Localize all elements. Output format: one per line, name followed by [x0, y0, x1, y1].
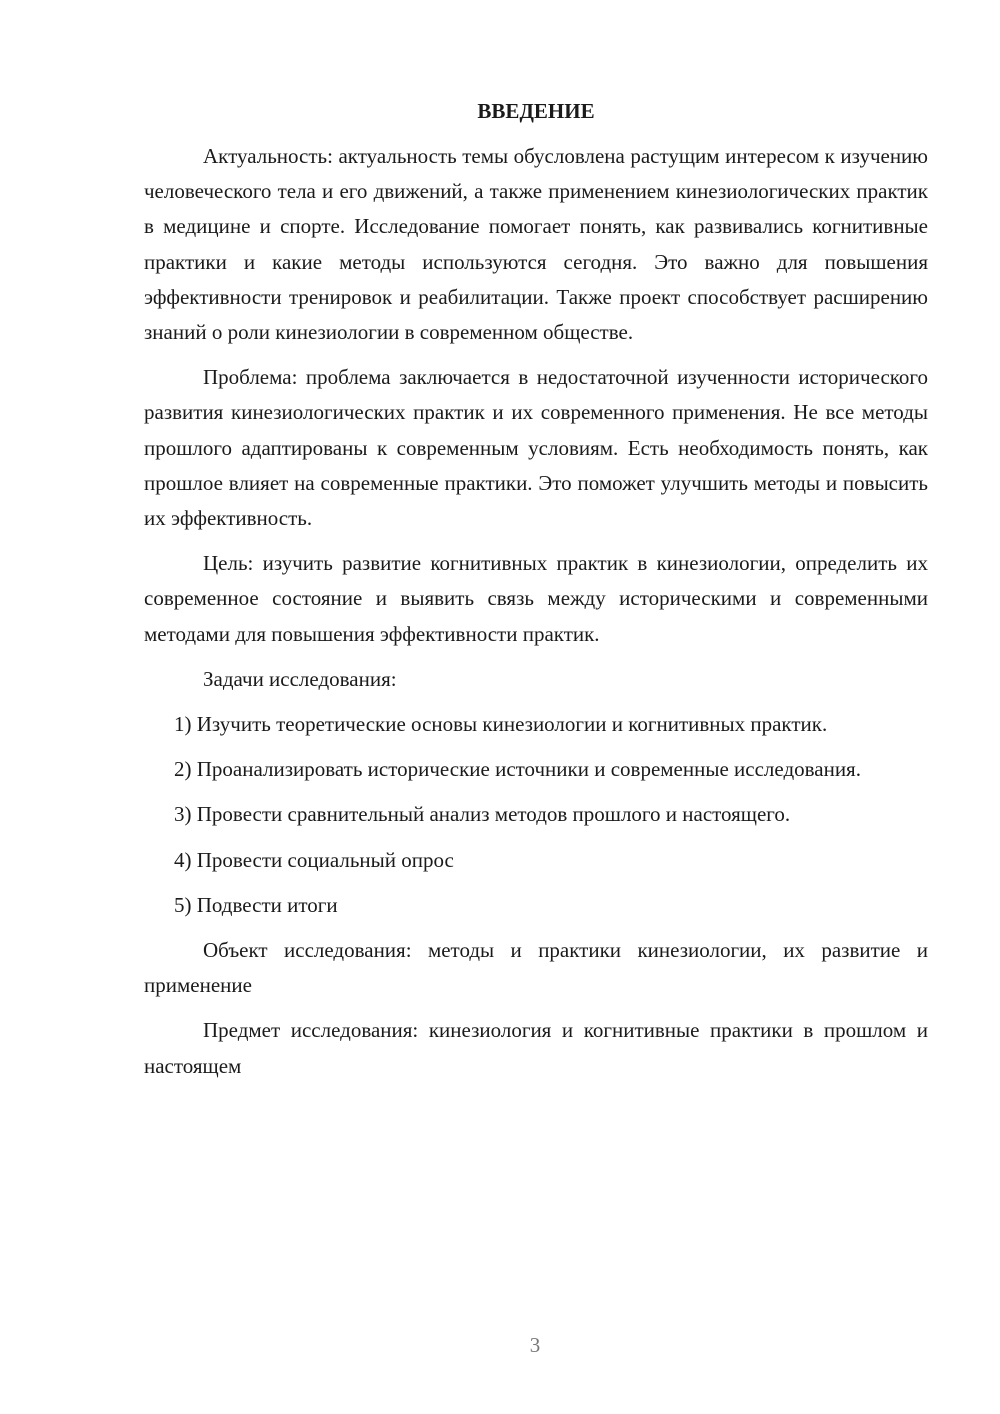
subject-paragraph: Предмет исследования: кинезиология и когнитивные практики в прошлом и настоящем [144, 1018, 928, 1078]
document-body [144, 97, 928, 1094]
object-paragraph: Объект исследования: методы и практики кинезиологии, их развитие и применение [144, 938, 928, 998]
task-item-1: 1) Изучить теоретические основы кинезиологии и когнитивных практик. [174, 712, 828, 737]
page-title: ВВЕДЕНИЕ [477, 99, 595, 123]
tasks-heading: Задачи исследования: [203, 666, 397, 691]
task-item-4: 4) Провести социальный опрос [174, 847, 454, 872]
task-item-2: 2) Проанализировать исторические источники и современные исследования. [174, 757, 861, 782]
goal-paragraph: Цель: изучить развитие когнитивных практик в кинезиологии, определить их современное состояние и выявить связь между историческими и современными методами для повышения эффективности практик. [144, 551, 928, 646]
problem-paragraph: Проблема: проблема заключается в недостаточной изученности исторического развития кинезиологических практик и их современного применения. Не все методы прошлого адаптированы к современным условиям. Есть необходимость понять, как прошлое влияет на современные практики. Это поможет улучшить методы и повысить их эффективность. [144, 365, 928, 531]
task-item-5: 5) Подвести итоги [174, 892, 338, 917]
relevance-paragraph: Актуальность: актуальность темы обусловлена растущим интересом к изучению человеческого тела и его движений, а также применением кинезиологических практик в медицине и спорте. Исследование помогает понять, как развивались когнитивные практики и какие методы используются сегодня. Это важно для повышения эффективности тренировок и реабилитации. Также проект способствует расширению знаний о роли кинезиологии в современном обществе. [144, 144, 928, 345]
page-number: 3 [529, 1333, 541, 1357]
task-item-3: 3) Провести сравнительный анализ методов прошлого и настоящего. [174, 802, 791, 827]
